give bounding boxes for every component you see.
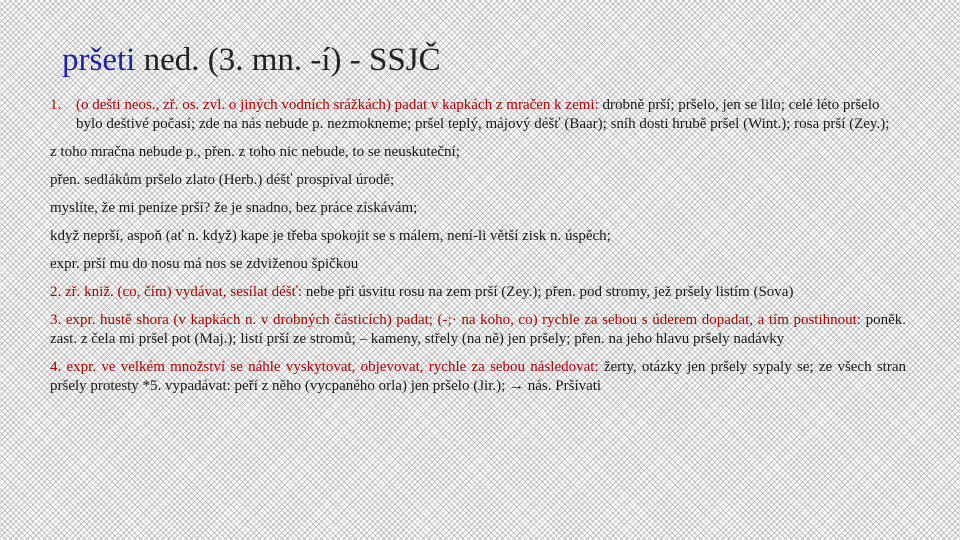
sense-1-text <box>76 96 906 134</box>
sense-4-examples: žerty, otázky jen pršely sypaly se; ze všech stran pršely protesty *5. vypadávat: peří z něho (vycpaného orla) jen pršelo (Jir.); → nás. Pršívati <box>50 359 906 394</box>
example-line-3: přen. sedlákům pršelo zlato (Herb.) déšť prospíval úrodě; <box>50 172 395 188</box>
example-line-4: myslíte, že mi peníze prší? že je snadno, bez práce získávám; <box>50 200 418 216</box>
example-line-2: z toho mračna nebude p., přen. z toho nic nebude, to se neuskuteční; <box>50 144 460 160</box>
sense-1-examples: drobně prší; pršelo, jen se lilo; celé léto pršelo bylo deštivé počasí; zde na nás nebude p. nezmokneme; pršel teplý, májový déšť (Baar); sníh dosti hrubě pršel (Wint.); rosa prší (Zey.); <box>76 97 890 132</box>
example-line-6: expr. prší mu do nosu má nos se zdviženou špičkou <box>50 256 359 272</box>
sense-3-examples: poněk. zast. z čela mi pršel pot (Maj.); listí prší ze stromů; – kameny, střely (na ně) jen pršely; přen. na jeho hlavu pršely nadávky <box>50 312 906 347</box>
entry-body <box>50 96 906 405</box>
sense-1 <box>50 96 906 134</box>
title-grammar-info: ned. (3. mn. -í) - SSJČ <box>135 42 441 78</box>
sense-4-definition: 4. expr. ve velkém množství se náhle vyskytovat, objevovat, rychle za sebou následovat: <box>50 359 599 375</box>
example-line-5: když neprší, aspoň (ať n. když) kape je třeba spokojit se s málem, není-li větší zisk n. úspěch; <box>50 228 611 244</box>
sense-2-definition: 2. zř. kniž. (co, čím) vydávat, sesílat déšť: <box>50 284 303 300</box>
sense-4 <box>50 358 906 396</box>
page-title <box>62 38 441 82</box>
headword: pršeti <box>62 42 136 78</box>
sense-2-examples: nebe při úsvitu rosu na zem prší (Zey.); přen. pod stromy, jež pršely listím (Sova) <box>302 284 794 300</box>
sense-3 <box>50 311 906 349</box>
sense-1-number: 1. <box>50 97 62 113</box>
sense-2 <box>50 283 906 302</box>
sense-1-definition: (o dešti neos., zř. os. zvl. o jiných vodních srážkách) padat v kapkách z mračen k zemi: <box>76 97 599 113</box>
sense-3-definition: 3. expr. hustě shora (v kapkách n. v drobných částicích) padat; (-;· na koho, co) rychle za sebou s úderem dopadat, a tím postihnout: <box>50 312 861 328</box>
